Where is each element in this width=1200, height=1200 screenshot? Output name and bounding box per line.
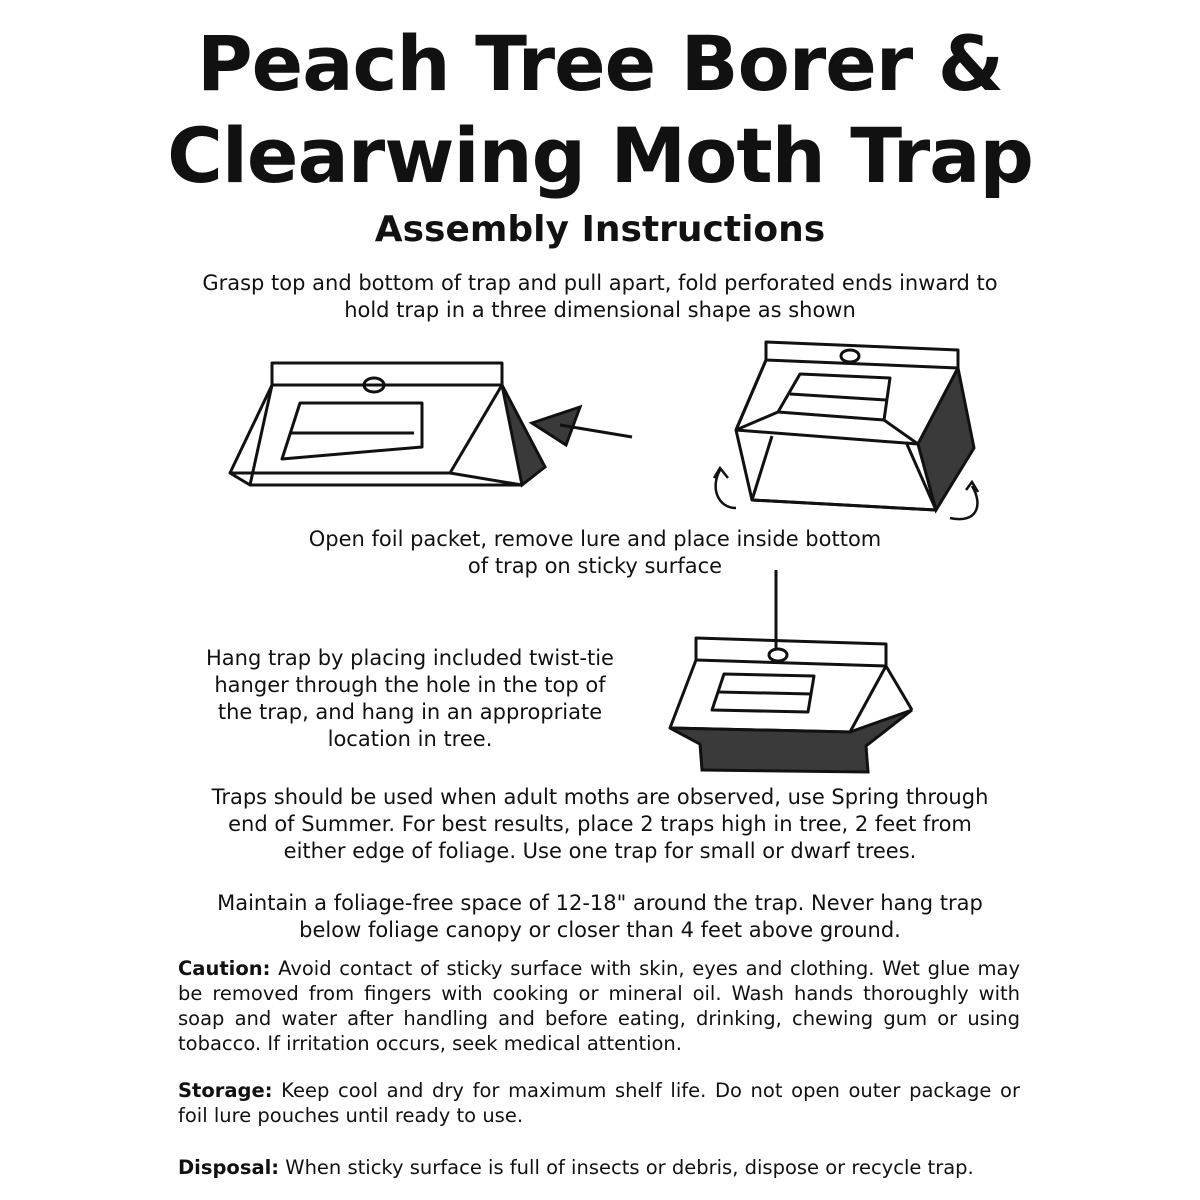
trap-diagram-flat [220,355,650,505]
storage-label: Storage: [178,1079,273,1102]
step-grasp-text: Grasp top and bottom of trap and pull apart, fold perforated ends inward to hold trap in a three dimensional shape as shown [202,271,998,322]
disposal-label: Disposal: [178,1156,280,1179]
step-lure-text: Open foil packet, remove lure and place inside bottom of trap on sticky surface [308,527,882,578]
subtitle: Assembly Instructions [374,209,826,250]
trap-diagram-folded [708,338,998,528]
disposal-paragraph [178,1155,1020,1180]
step-hang-text: Hang trap by placing included twist-tie hanger through the hole in the top of the trap, and hang in an appropriate location in tree. [206,646,614,751]
title-line-2: Clearwing Moth Trap [167,111,1033,200]
storage-text: Keep cool and dry for maximum shelf life. Do not open outer package or foil lure pouches until ready to use. [178,1079,1020,1127]
spacing-text: Maintain a foliage-free space of 12-18" around the trap. Never hang trap below foliage canopy or closer than 4 feet above ground. [217,891,983,942]
caution-label: Caution: [178,957,271,980]
caution-paragraph [178,956,1020,1056]
trap-diagram-hanging [660,570,920,780]
usage-text: Traps should be used when adult moths are observed, use Spring through end of Summer. For best results, place 2 traps high in tree, 2 feet from either edge of foliage. Use one trap for small or dwarf trees. [211,785,989,863]
storage-paragraph [178,1078,1020,1128]
title-line-1: Peach Tree Borer & [196,19,1004,108]
disposal-text: When sticky surface is full of insects or debris, dispose or recycle trap. [279,1156,974,1179]
caution-text: Avoid contact of sticky surface with skin, eyes and clothing. Wet glue may be removed from fingers with cooking or mineral oil. Wash hands thoroughly with soap and water after handling and before eating, drinking, chewing gum or using tobacco. If irritation occurs, seek medical attention. [178,957,1020,1055]
